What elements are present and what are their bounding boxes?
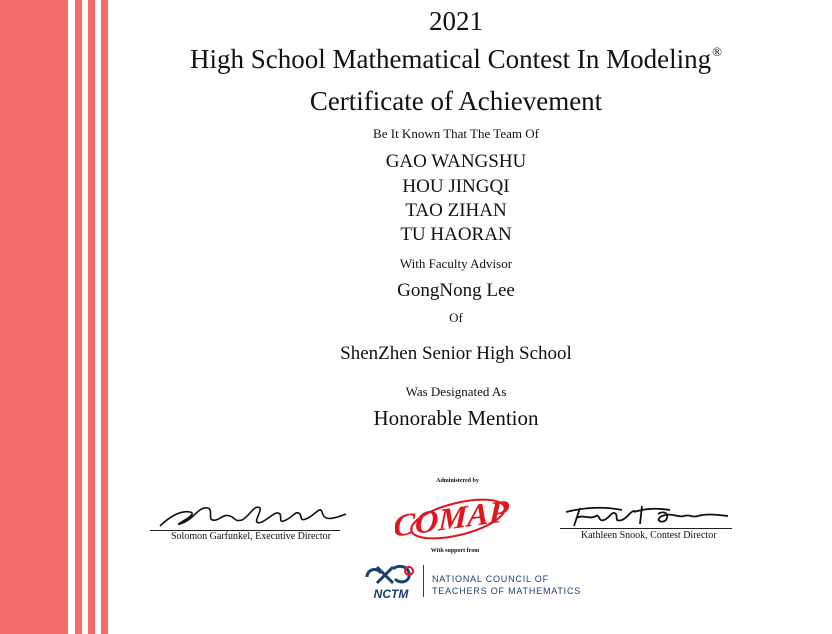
left-signature-graphic xyxy=(150,496,350,532)
of-label: Of xyxy=(449,310,463,325)
team-member-3: TAO ZIHAN xyxy=(405,200,507,221)
certificate-year: 2021 xyxy=(429,6,483,36)
contest-name-text: High School Mathematical Contest In Modeling xyxy=(189,44,712,74)
comap-logo-text: COMAP xyxy=(395,492,510,544)
nctm-line-1: NATIONAL COUNCIL OF xyxy=(432,574,549,584)
nctm-logo xyxy=(363,563,419,601)
administered-by-label: Administered by xyxy=(436,478,479,484)
certificate-title: Certificate of Achievement xyxy=(309,86,603,116)
right-signature-graphic xyxy=(562,500,732,530)
comap-logo xyxy=(395,485,520,547)
support-label: With support from xyxy=(430,548,480,554)
advisor-name: GongNong Lee xyxy=(397,280,515,301)
team-member-4: TU HAORAN xyxy=(400,224,512,245)
left-signature-caption: Solomon Garfunkel, Executive Director xyxy=(171,531,331,542)
designated-label: Was Designated As xyxy=(405,384,507,399)
registered-mark: ® xyxy=(712,44,723,59)
advisor-label: With Faculty Advisor xyxy=(399,256,513,271)
team-intro: Be It Known That The Team Of xyxy=(373,126,539,141)
school-name: ShenZhen Senior High School xyxy=(340,343,572,364)
nctm-divider xyxy=(423,565,424,597)
team-member-1: GAO WANGSHU xyxy=(385,151,527,172)
nctm-abbreviation: NCTM xyxy=(373,587,409,601)
contest-name xyxy=(80,44,832,75)
nctm-line-2: TEACHERS OF MATHEMATICS xyxy=(432,586,582,596)
comap-block xyxy=(395,478,520,552)
right-signature-caption: Kathleen Snook, Contest Director xyxy=(581,530,717,541)
team-member-2: HOU JINGQI xyxy=(402,176,510,197)
designation: Honorable Mention xyxy=(373,406,539,430)
right-signature-line xyxy=(560,528,732,529)
nctm-full-name xyxy=(432,573,581,597)
